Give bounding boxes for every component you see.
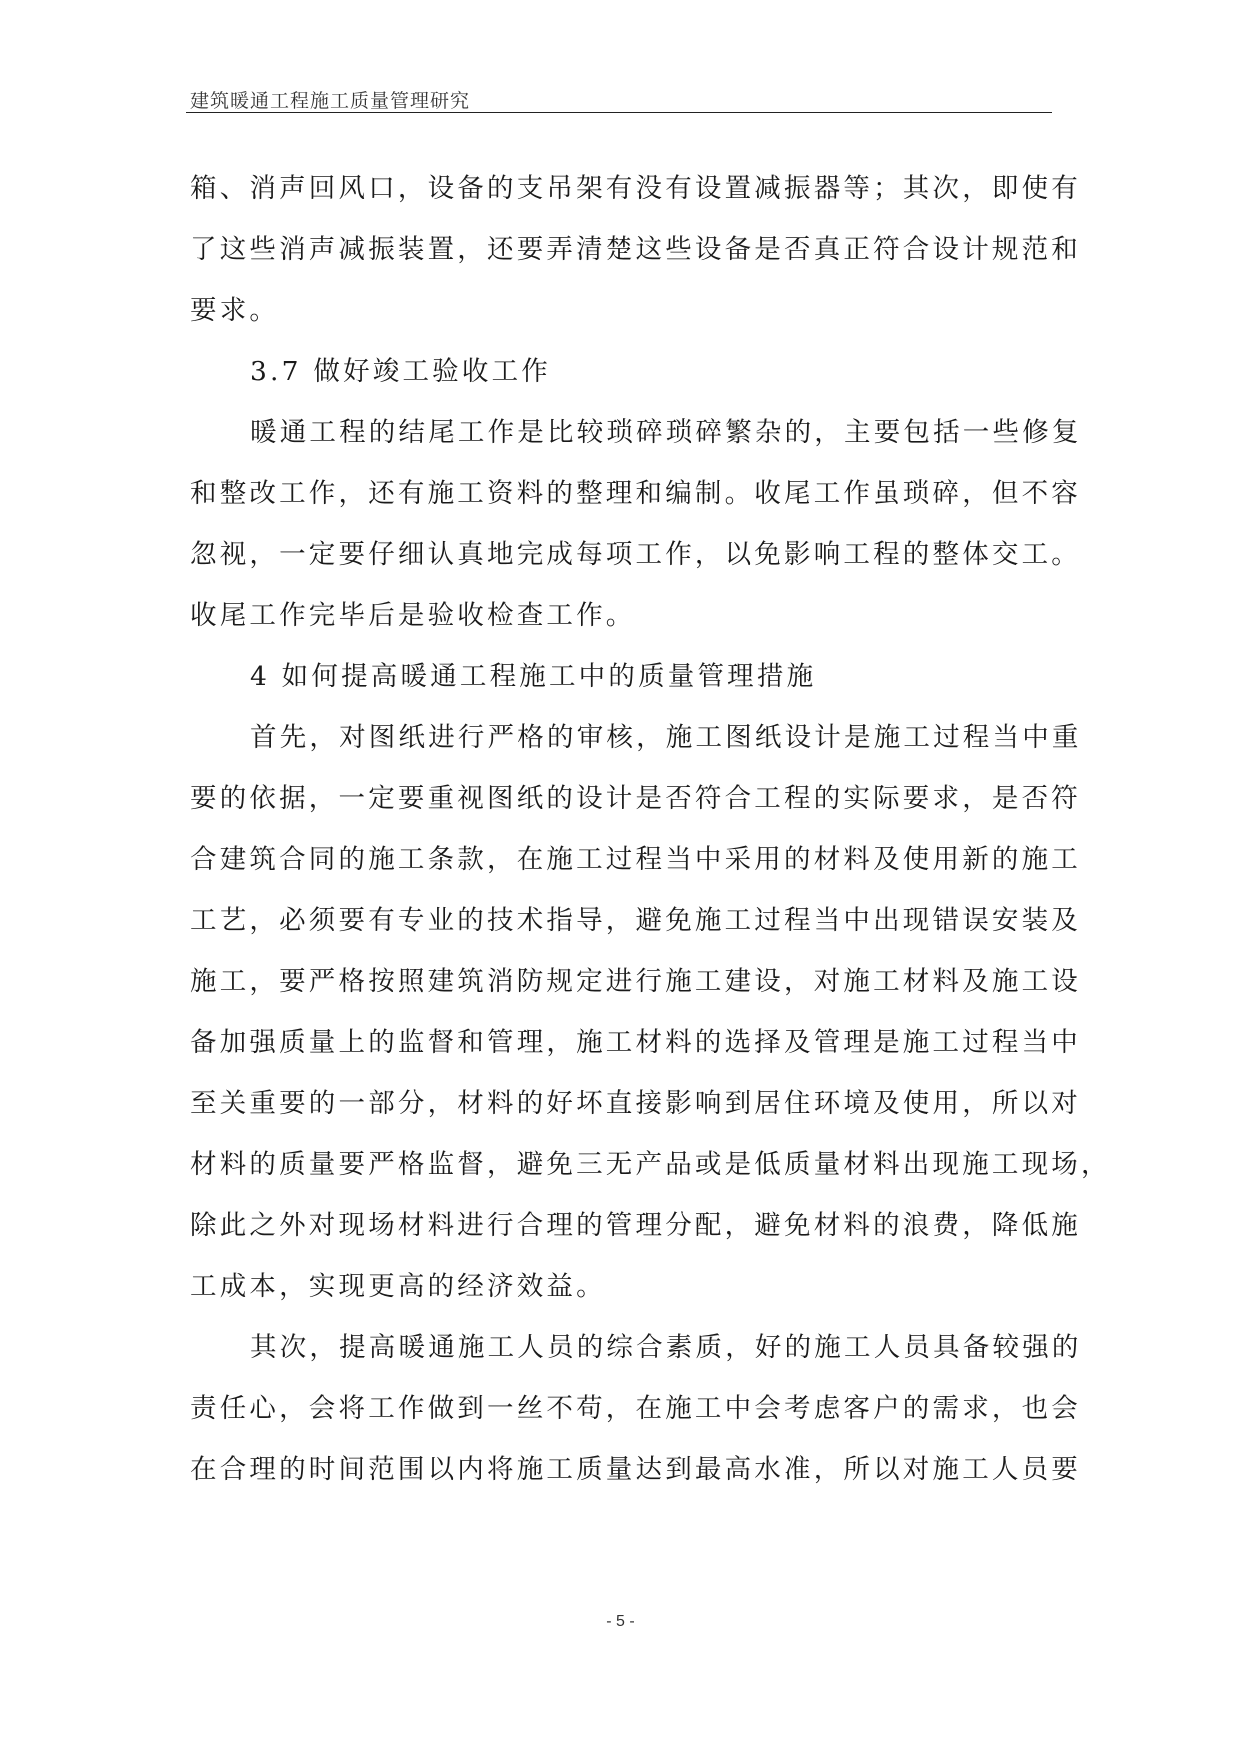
text-line: 了这些消声减振装置，还要弄清楚这些设备是否真正符合设计规范和 [190, 234, 1081, 265]
text-line: 工艺，必须要有专业的技术指导，避免施工过程当中出现错误安装及 [190, 905, 1081, 936]
paragraph-first-line: 首先，对图纸进行严格的审核，施工图纸设计是施工过程当中重 [250, 722, 1082, 753]
body-text [190, 158, 1111, 1500]
text-line: 材料的质量要严格监督，避免三无产品或是低质量材料出现施工现场， [190, 1149, 1111, 1180]
paragraph-first-line: 暖通工程的结尾工作是比较琐碎琐碎繁杂的，主要包括一些修复 [250, 417, 1082, 448]
text-line: 至关重要的一部分，材料的好坏直接影响到居住环境及使用，所以对 [190, 1088, 1081, 1119]
text-line: 工成本，实现更高的经济效益。 [190, 1271, 606, 1302]
text-line: 在合理的时间范围以内将施工质量达到最高水准，所以对施工人员要 [190, 1454, 1081, 1485]
text-line: 和整改工作，还有施工资料的整理和编制。收尾工作虽琐碎，但不容 [190, 478, 1081, 509]
text-line: 要求。 [190, 295, 280, 326]
text-line: 箱、消声回风口，设备的支吊架有没有设置减振器等；其次，即使有 [190, 173, 1081, 204]
section-heading-4: 4 如何提高暖通工程施工中的质量管理措施 [250, 661, 817, 692]
page-number: - 5 - [606, 1613, 635, 1630]
text-line: 除此之外对现场材料进行合理的管理分配，避免材料的浪费，降低施 [190, 1210, 1081, 1241]
text-line: 要的依据，一定要重视图纸的设计是否符合工程的实际要求，是否符 [190, 783, 1081, 814]
text-line: 施工，要严格按照建筑消防规定进行施工建设，对施工材料及施工设 [190, 966, 1081, 997]
header-divider [186, 112, 1052, 113]
section-heading-3-7: 3.7 做好竣工验收工作 [250, 356, 551, 387]
text-line: 合建筑合同的施工条款，在施工过程当中采用的材料及使用新的施工 [190, 844, 1081, 875]
paragraph-first-line: 其次，提高暖通施工人员的综合素质，好的施工人员具备较强的 [250, 1332, 1082, 1363]
text-line: 备加强质量上的监督和管理，施工材料的选择及管理是施工过程当中 [190, 1027, 1081, 1058]
text-line: 收尾工作完毕后是验收检查工作。 [190, 600, 636, 631]
text-line: 忽视，一定要仔细认真地完成每项工作，以免影响工程的整体交工。 [190, 539, 1081, 570]
text-line: 责任心，会将工作做到一丝不苟，在施工中会考虑客户的需求，也会 [190, 1393, 1081, 1424]
running-header: 建筑暖通工程施工质量管理研究 [190, 90, 471, 112]
